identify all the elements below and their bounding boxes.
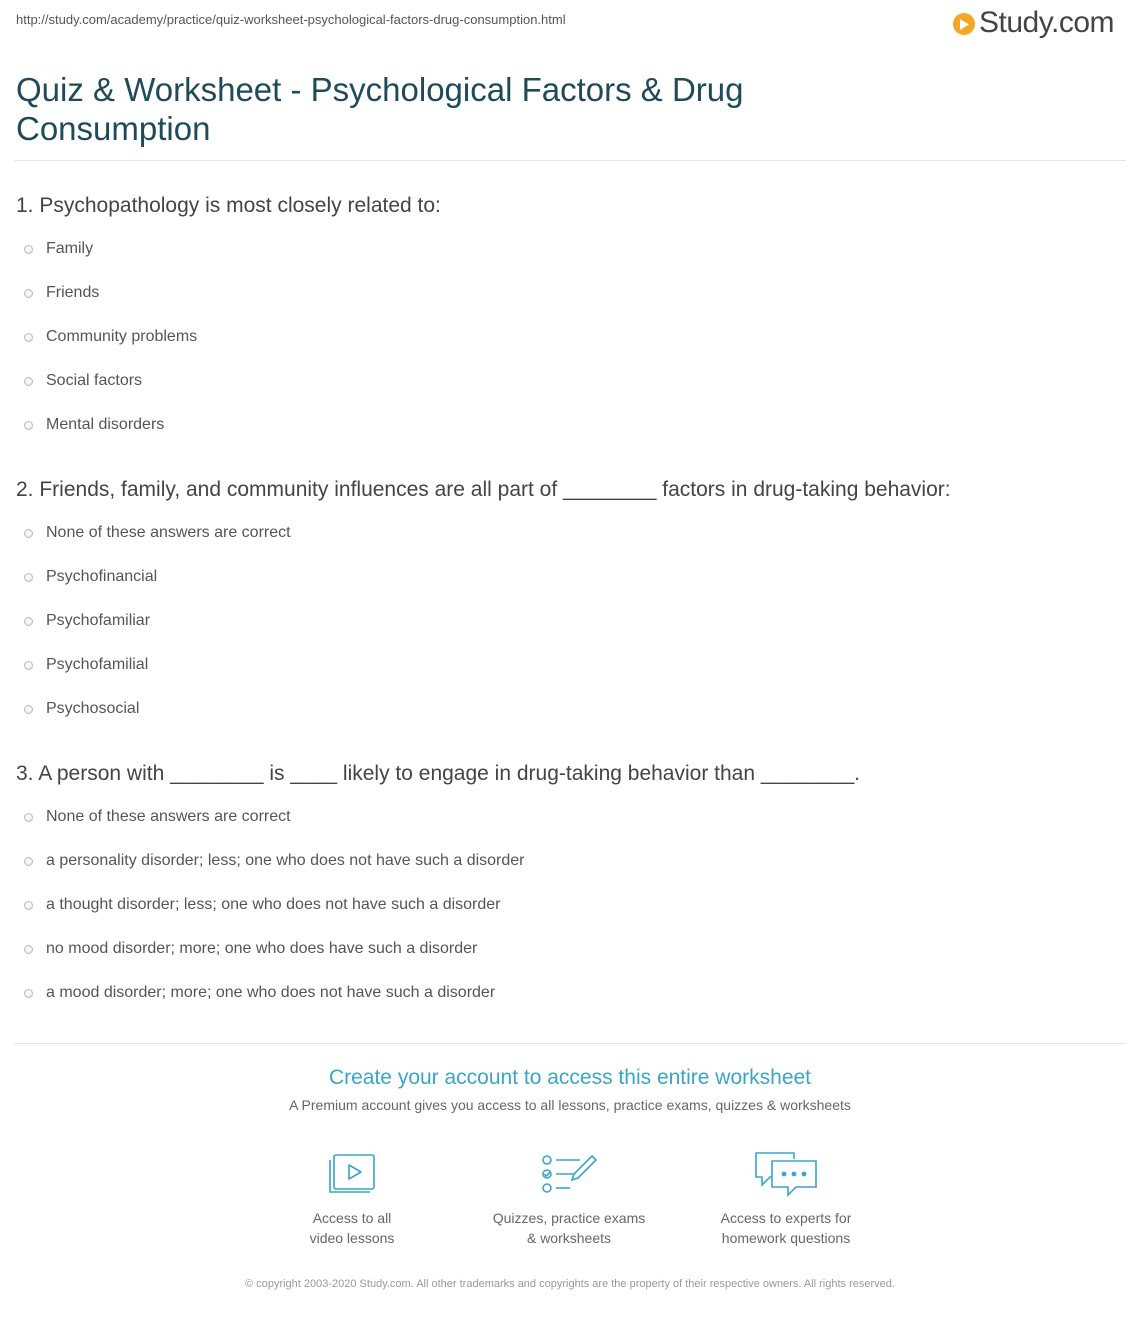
- radio-button[interactable]: [24, 421, 33, 430]
- study-logo[interactable]: [953, 6, 1114, 40]
- feature-label: Quizzes, practice exams & worksheets: [492, 1210, 646, 1246]
- answer-option[interactable]: Family: [24, 237, 93, 261]
- answer-option[interactable]: a mood disorder; more; one who does not have such a disorder: [24, 981, 495, 1005]
- radio-button[interactable]: [24, 901, 33, 910]
- radio-button[interactable]: [24, 245, 33, 254]
- copyright-notice: © copyright 2003-2020 Study.com. All other trademarks and copyrights are the property of their respective owners. All rights reserved.: [245, 1278, 895, 1290]
- answer-option[interactable]: Psychofamilial: [24, 653, 148, 677]
- answer-option[interactable]: None of these answers are correct: [24, 521, 291, 545]
- radio-button[interactable]: [24, 705, 33, 714]
- radio-button[interactable]: [24, 661, 33, 670]
- radio-button[interactable]: [24, 617, 33, 626]
- answer-option[interactable]: Friends: [24, 281, 99, 305]
- radio-button[interactable]: [24, 333, 33, 342]
- answer-option[interactable]: Social factors: [24, 369, 142, 393]
- answer-option[interactable]: Community problems: [24, 325, 197, 349]
- feature-quizzes: [479, 1148, 659, 1248]
- divider: [14, 160, 1126, 161]
- feature-label: Access to experts for homework questions: [720, 1210, 852, 1246]
- answer-option[interactable]: Psychosocial: [24, 697, 139, 721]
- feature-video-lessons: [262, 1148, 442, 1248]
- radio-button[interactable]: [24, 573, 33, 582]
- answer-option[interactable]: no mood disorder; more; one who does have such a disorder: [24, 937, 477, 961]
- radio-button[interactable]: [24, 813, 33, 822]
- feature-label: Access to all video lessons: [309, 1210, 395, 1246]
- quiz-checklist-icon: [479, 1148, 659, 1200]
- radio-button[interactable]: [24, 377, 33, 386]
- answer-option[interactable]: Mental disorders: [24, 413, 164, 437]
- answer-option[interactable]: a thought disorder; less; one who does not have such a disorder: [24, 893, 501, 917]
- divider: [14, 1043, 1126, 1044]
- radio-button[interactable]: [24, 989, 33, 998]
- page-url: http://study.com/academy/practice/quiz-worksheet-psychological-factors-drug-consumption.html: [16, 12, 566, 27]
- create-account-link[interactable]: Create your account to access this entire worksheet: [328, 1066, 812, 1089]
- answer-option[interactable]: Psychofamiliar: [24, 609, 150, 633]
- chat-bubbles-icon: [696, 1148, 876, 1200]
- cta-subtitle: A Premium account gives you access to all lessons, practice exams, quizzes & worksheets: [289, 1097, 851, 1113]
- page-title: Quiz & Worksheet - Psychological Factors & Drug Consumption: [16, 71, 744, 147]
- feature-experts: [696, 1148, 876, 1248]
- radio-button[interactable]: [24, 529, 33, 538]
- answer-option[interactable]: a personality disorder; less; one who does not have such a disorder: [24, 849, 525, 873]
- radio-button[interactable]: [24, 289, 33, 298]
- question-3: 3. A person with ________ is ____ likely to engage in drug-taking behavior than ________.: [16, 762, 861, 785]
- video-lesson-icon: [262, 1148, 442, 1200]
- question-2: 2. Friends, family, and community influences are all part of ________ factors in drug-taking behavior:: [16, 478, 951, 501]
- logo-text: Study.com: [979, 6, 1114, 39]
- play-icon: [953, 13, 975, 35]
- radio-button[interactable]: [24, 857, 33, 866]
- answer-option[interactable]: Psychofinancial: [24, 565, 157, 589]
- answer-option[interactable]: None of these answers are correct: [24, 805, 291, 829]
- question-1: 1. Psychopathology is most closely related to:: [16, 194, 441, 217]
- radio-button[interactable]: [24, 945, 33, 954]
